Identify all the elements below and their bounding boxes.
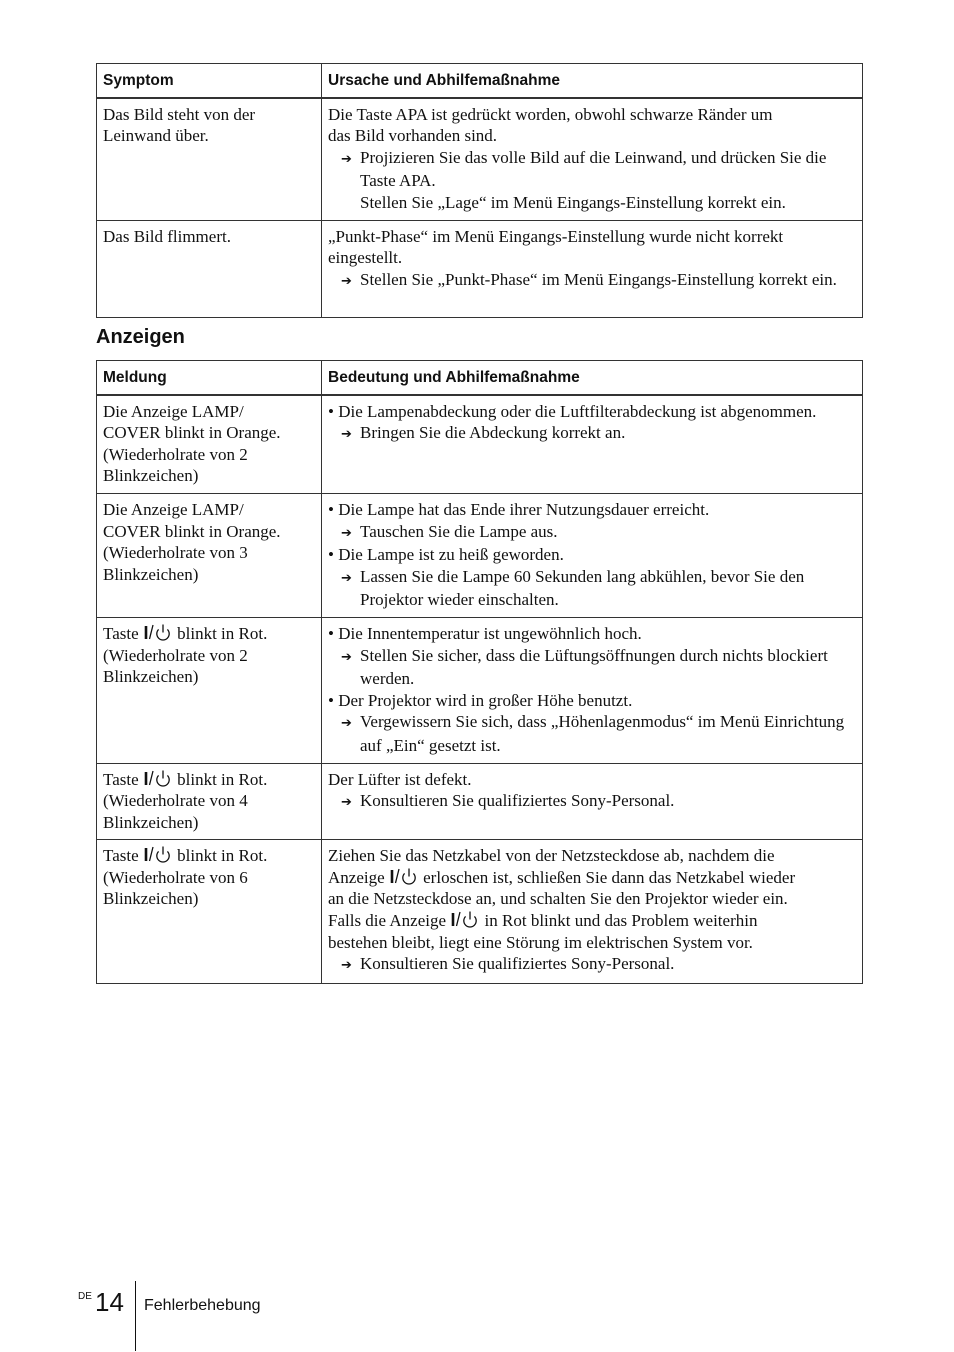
symptom-table <box>96 63 863 318</box>
table-row <box>97 98 863 220</box>
on-standby-icon <box>450 910 480 928</box>
bullet-item: • Die Innentemperatur ist ungewöhnlich hoch. <box>328 623 642 643</box>
chapter-title: Fehlerbehebung <box>144 1297 261 1314</box>
meaning-cell <box>322 493 863 617</box>
message-cell: Die Anzeige LAMP/ COVER blinkt in Orange. (Wiederholrate von 2 Blinkzeichen) <box>97 395 322 494</box>
remedy-line: ➔ Vergewissern Sie sich, dass „Höhenlagenmodus“ im Menü Einrichtung auf „Ein“ gesetzt ist. <box>341 712 845 755</box>
meaning-cell: Ziehen Sie das Netzkabel von der Netzsteckdose ab, nachdem die Anzeige erloschen ist, schließen Sie dann das Netzkabel wieder an die Netzsteckdose an, und schalten Sie den Projektor wieder ein. Falls die Anzeige in Rot blinkt und das Problem weiterhin bestehen bleibt, liegt eine Störung im elektrischen System vor. ➔ Konsultieren Sie qualifiziertes Sony-Personal. <box>322 840 863 984</box>
on-standby-icon <box>143 623 173 641</box>
indicator-table <box>96 360 863 984</box>
meaning-cell <box>322 395 863 494</box>
table-row <box>97 617 863 763</box>
header-symptom: Symptom <box>97 64 322 98</box>
remedy-line: ➔ Lassen Sie die Lampe 60 Sekunden lang abkühlen, bevor Sie den Projektor wieder einschalten. <box>341 566 805 610</box>
bullet-item: • Die Lampenabdeckung oder die Luftfilterabdeckung ist abgenommen. <box>328 401 817 421</box>
right-arrow-icon: ➔ <box>341 716 352 732</box>
header-cause: Ursache und Abhilfemaßnahme <box>322 64 863 98</box>
section-title: Anzeigen <box>96 326 185 348</box>
bullet-item: • Die Lampe ist zu heiß geworden. <box>328 545 564 565</box>
on-standby-icon <box>389 867 419 885</box>
table-row <box>97 220 863 317</box>
right-arrow-icon: ➔ <box>341 427 352 443</box>
remedy-line: ➔ Konsultieren Sie qualifiziertes Sony-Personal. <box>328 790 856 814</box>
table-row <box>97 763 863 840</box>
meaning-cell: Der Lüfter ist defekt. ➔ Konsultieren Sie qualifiziertes Sony-Personal. <box>322 763 863 840</box>
right-arrow-icon: ➔ <box>341 570 352 586</box>
footer-divider <box>135 1281 136 1351</box>
message-cell: Taste blinkt in Rot. (Wiederholrate von 6 Blinkzeichen) <box>97 840 322 984</box>
message-cell: Taste blinkt in Rot. (Wiederholrate von 2 Blinkzeichen) <box>97 617 322 763</box>
cause-cell: „Punkt-Phase“ im Menü Eingangs-Einstellung wurde nicht korrekt eingestellt. ➔ Stellen Sie „Punkt-Phase“ im Menü Eingangs-Einstellung korrekt ein. <box>322 220 863 317</box>
page-number: 14 <box>95 1287 124 1317</box>
table-row <box>97 395 863 494</box>
header-meaning: Bedeutung und Abhilfemaßnahme <box>322 361 863 395</box>
table-header-row <box>97 64 863 98</box>
remedy-line: ➔ Konsultieren Sie qualifiziertes Sony-Personal. <box>328 953 856 977</box>
right-arrow-icon: ➔ <box>341 273 352 289</box>
remedy-line: Stellen Sie „Lage“ im Menü Eingangs-Einstellung korrekt ein. <box>360 192 786 212</box>
meaning-cell <box>322 617 863 763</box>
bullet-item: • Der Projektor wird in großer Höhe benutzt. <box>328 690 633 710</box>
on-standby-icon <box>143 769 173 787</box>
bullet-item: • Die Lampe hat das Ende ihrer Nutzungsdauer erreicht. <box>328 499 710 519</box>
table-header-row <box>97 361 863 395</box>
right-arrow-icon: ➔ <box>341 649 352 665</box>
on-standby-icon <box>143 845 173 863</box>
right-arrow-icon: ➔ <box>341 525 352 541</box>
right-arrow-icon: ➔ <box>341 795 352 811</box>
remedy-line: ➔ Projizieren Sie das volle Bild auf die Leinwand, und drücken Sie die Taste APA. <box>341 147 827 191</box>
message-cell: Die Anzeige LAMP/ COVER blinkt in Orange. (Wiederholrate von 3 Blinkzeichen) <box>97 493 322 617</box>
remedy-line: ➔ Stellen Sie sicher, dass die Lüftungsöffnungen durch nichts blockiert werden. <box>341 645 828 689</box>
table-row <box>97 493 863 617</box>
right-arrow-icon: ➔ <box>341 151 352 167</box>
language-code: DE <box>78 1291 92 1302</box>
cause-cell: Die Taste APA ist gedrückt worden, obwohl schwarze Ränder um das Bild vorhanden sind. ➔ Projizieren Sie das volle Bild auf die Leinwand, und drücken Sie die Taste APA. Stellen Sie „Lage“ im Menü Eingangs-Einstellung korrekt ein. <box>322 98 863 220</box>
symptom-cell: Das Bild steht von der Leinwand über. <box>97 98 322 220</box>
remedy-line: ➔ Stellen Sie „Punkt-Phase“ im Menü Eingangs-Einstellung korrekt ein. <box>328 269 856 293</box>
symptom-cell: Das Bild flimmert. <box>97 220 322 317</box>
right-arrow-icon: ➔ <box>341 958 352 974</box>
message-cell: Taste blinkt in Rot. (Wiederholrate von 4 Blinkzeichen) <box>97 763 322 840</box>
header-message: Meldung <box>97 361 322 395</box>
remedy-line: ➔ Bringen Sie die Abdeckung korrekt an. <box>328 422 856 446</box>
table-row <box>97 840 863 984</box>
remedy-line: ➔ Tauschen Sie die Lampe aus. <box>328 521 856 545</box>
